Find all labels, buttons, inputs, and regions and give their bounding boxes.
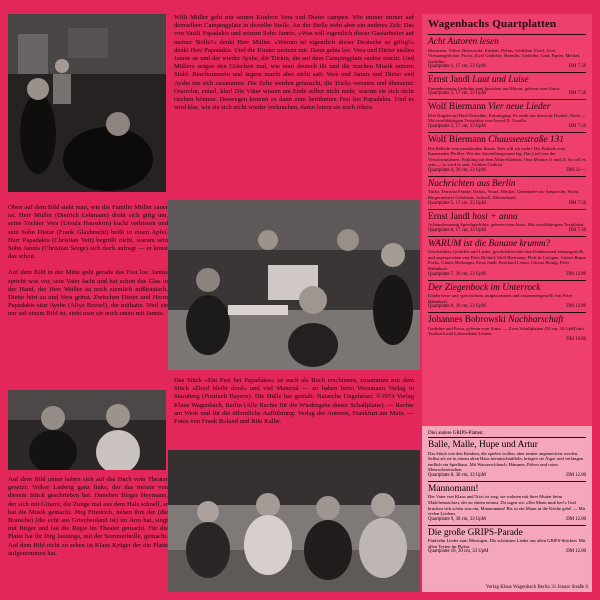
entry-title-text: hosi + anna [472,211,518,222]
entry-price: DM 7.50 [568,91,586,97]
caption-top-photo: Oben auf dem Bild sieht man, wie die Familie Müller sauer ist. Herr Müller (Dietrich Lehmann) droht sich gifig um, seine Tochter Vera (Ursula Hausdorn) kuckt verbissen und sein Sohn Dieter (Frank Glaubrecht) beißt in einen Apfel. Herr Papadakis (Christian Veit) begrüßt nicht, warum sein Sohn Jannis (Christian Sorge) sich doch aufregt — er konst das schon. [8,204,168,261]
entry-format-label: Quartplatte 4, 30 cm, 33 UpM [428,167,486,173]
entry-title-text: Nachbarschaft [508,315,564,326]
grips-format-label: Quartplatte 8, 30 cm, 33 UpM [428,472,486,478]
grips-title: Die große GRIPS-Parade [428,527,523,538]
entry-format [428,228,586,234]
bottom-caption-text [8,476,168,592]
grips-entry [428,481,586,523]
entry-format [428,272,586,278]
entry-title-text: Acht Autoren lesen [428,37,499,47]
entry-format-label: Quartplatte 6, 17 cm, 33 UpM [428,227,486,233]
grips-description: Der Vater von Klaus und Trixi ist weg, sie wohnen mit ihrer Mutter beim Mädchennachser, der zu einem nennst. Da sagen sie: »Ein Mann muß her!« Und brucken sich schön was ein, Mannomann! Bis so ein Mann in die Küche geht! — Mit vielen Liedern. [428,494,586,517]
entry-author: Ernst Jandl [428,75,473,86]
entry-title [428,179,586,190]
catalog-entry [428,209,586,234]
catalog-entry [428,236,586,278]
entry-title-text: Vier neue Lieder [488,102,551,113]
entry-description: Drei Kugeln auf Budi Dutschke. Ermutigung. Es senkt das deutsche Dunkel. Noch — Mit zweiblättrigem Textplakat von Arwed D. Gorella. [428,112,586,124]
grips-description: Das Stück von den Kindern, die spielen wollen, aber immer angemeckert werden. Selbst als sie in einem alten Haus herumschnüffeln, kriegen sie Ärger und verlangen endlich ein Spielhaus. Mit Wasserschlauch, Hämmer, Pülver und roten Meerschweinchen. [428,450,584,473]
grips-title: Balle, Malle, Hupe und Artur [428,440,538,450]
entry-title-text: Chausseestraße 131 [488,135,564,146]
entry-description: Kinderverse und -geschichten, aufgenommen und zusammengestellt von Peter Rühmkorf. [428,293,573,304]
catalog-entry [428,132,586,174]
entry-format-label: Quartplatte 7, 30 cm, 33 UpM [428,271,486,277]
middle-caption-text [8,204,168,384]
entry-description: Biermann, Villon, Bobrowski, Kästner, Delius, Gedichte. Fried, Zwei Vietnamgedichte, Fuchs, Zwei Gedichte. Hermlin, Gedichte, Lind, Papier, Meckel, Gedichte. [428,47,581,64]
entry-format-label: Quartplatte 2, 17 cm, 33 UpM [428,91,486,97]
entry-title-text: Der Ziegenbock im Unterrock [428,282,541,293]
entry-description: Einundzwanzig Gedichte zum Sprechen und Hören, gelesen vom Autor. [428,85,561,91]
entry-title [428,283,586,294]
grips-format-label: Quartplatte 9, 30 cm, 33 UpM [428,516,486,522]
publisher-footer: Verlag Klaus Wagenbach Berlin 31 Jenaer Straße 6 [485,585,588,590]
entry-description: Geschichten, Gedichte und Lieder, geschrieben oder den Kinderreund zeitausgestellt und angesprochen von Peter Bichsel, Wolf Biermann, Ploß de Cologne, Günter Bruno Fuchs, Günter Herburger, Ernst Jandl, Reinhard Lettau, Christa Reinig, Peter Rühmkorf. [428,249,587,271]
grips-format [428,549,586,555]
entry-title-text: Nachrichten aus Berlin [428,178,516,189]
entry-title-text: Laut und Luise [472,75,529,86]
entry-author: Wolf Biermann [428,135,489,146]
entry-title-text: WARUM ist die Banane krumm? [428,238,551,249]
entry-price: DM 7.50 [568,64,586,70]
grips-price: DM 12.80 [566,549,586,555]
entry-description: Türke, Terrorist Franke, Delius, Vosan, Meckel, Gemeinde-rats-Anspreche, Fuchs, Bürgermeister Gelobisne, Schnell, Zährentband. [428,189,580,201]
photo-band-roof [168,450,420,592]
grips-header: Drei andere GRIPS-Platten: [428,431,484,436]
entry-description: Die Ballade vom preußischen Ikarus. Was will ich mehr? Die Ballade vom Kameraden Pfeiffer. Wie der Ausstellungsraum lag. Das Lied von der Verschwundenen. Frühling auf dem Mont-Klamott. Oma Meume (1 und 2). So soll es sein — so wird es sein. Größtes Gedicht. [428,145,586,168]
catalog-entry [428,312,586,343]
entry-price: DM 22.— [566,167,586,173]
caption-middle-photo: Auf dem Bild in der Mitte geht gerade das Fest los: Jannis spricht was vor, sein Vater lacht und hat schon das Glas in der Hand, der Herr Müller ist noch ziemlich mißtrauisch, Dieter hört zu und Vera grinst. Zwischen Dieter und Herrn Papadakis sitzt Ayshe (Aliye Bozsel), die mithatte. Weil sie nur auf einem Bild ist, sieht man sie noch unten mit Jannis. [8,269,168,318]
entry-format [428,337,586,343]
catalog-entry [428,34,586,70]
photo-kids [8,390,166,470]
entry-format-label: Quartplatte 5, 17 cm, 33 UpM [428,200,486,206]
entry-format [428,304,586,310]
entry-author: Wolf Biermann [428,102,489,113]
catalog-entry [428,99,586,130]
photo-feast-middle [168,200,420,370]
entry-price: DM 7.50 [568,200,586,206]
photo-family-top [8,14,166,192]
catalog-entry [428,176,586,207]
entry-description: Gedichte und Prosa, gelesen vom Autor. — Zwei Schallplatten (30 cm, 33 UpM) mit Textbuch und Lebensdaten Leinen. [428,325,584,337]
grips-entry [428,437,586,479]
entry-price: DM 7.50 [568,124,586,130]
entry-price: DM 12.80 [566,304,586,310]
grips-format-label: Quartplatte 10, 30 cm, 33 UpM [428,549,489,555]
grips-description: Fünfzehn Lieder zum Mitsingen. Die schönsten Lieder aus allen GRIPS-Stücken. Mit allen Texten im Plakat. [428,538,586,549]
entry-format [428,168,586,174]
entry-format [428,124,586,130]
entry-format-label: Quartplatte 8, 30 cm, 33 UpM [428,304,486,310]
grips-entries [428,437,586,555]
grips-title: Mannomann! [428,483,479,494]
entry-title [428,135,586,146]
credits-paragraph: Das Stück »Ein Fest bei Papadakis« ist auch als Buch erschienen, zusammen mit dem Stück »Doof bleibt doof« und viel Material — zu haben beim Weismann Verlag in Starnberg (Postfach Bayern). Die Hülle hat gemalt: Natascha Ungeheuer. ©1974 Verlag Klaus Wagenbach, Berlin (Alle Rechte für die Wiedergabe dieser Schallplatte). — Rechte am Werk und für die öffentliche Aufführung: Verlag der Autoren, Frankfurt am Main. — Fotos von Frank Roland und Riki Kalbe. [174,377,414,426]
entry-author: Johannes Bobrowski [428,315,509,326]
grips-box [422,426,592,592]
entry-title [428,315,586,326]
entry-format-label: Quartplatte 3, 17 cm, 33 UpM [428,124,486,130]
entry-author: Ernst Jandl [428,211,473,222]
entry-price: DM 7.50 [568,227,586,233]
entry-price: DM 12.80 [566,271,586,277]
grips-format [428,517,586,523]
top-story-paragraph: Willi Müller geht mit seinen Kindern Vera und Dieter campen. Wie immer immer auf demselben Campingplatz in derselbe Stelle. An der Stelle steht aber ein anderes Zelt: Das von Vasili Papadakis und seinem Sohn Jannis. »Was will eigentlich dieser Gastarbeiter auf meiner Stelle?« denkt Herr Müller. »Warum ist eigentlich dieser Deutsche so giftig?« denkt Herr Papadakis. Und die Kinder motzen mit. Dann gehts los: Vera und Dieter stellen Jannis an und der wieder Ayshe, die Türkin, die auf dem Campingplatz sauber macht. Und Müllers zeigen den Griechen mal, wie man deutsch ißt und die machen Musik unterm Stuhl. Beschummeln und ärgern macht aber nicht satt: Vera und Jannis und Dieter und Ayshe tun sich zusammen. Die Zelte werden getauscht, die Tricks verraten und übersetzt: Ouorolur, entarl, klar! Die Väter wissen am Ende selber nicht mehr, warum sie sich nicht riechen können. Deswegen kommt es dann zum berühmten Fest bei Papadakis. Und es wird klar, wie sie sich nicht wieder verkrachen, damn leiern sie noch öfters. [174,14,414,112]
entry-description: Achtundzwanzig Sprechgedichte, gelesen vom Autor. Mit zweiblättrigem Textplakat. [428,222,585,228]
entry-title [428,239,586,250]
catalog-entry [428,72,586,97]
entry-format [428,64,586,70]
entry-format-label: Quartplatte 1, 17 cm, 33 UpM [428,64,486,70]
entry-price: DM 19.80 [566,336,586,342]
grips-format [428,473,586,479]
credits-text [174,377,414,449]
entry-format [428,201,586,207]
entry-title [428,212,586,223]
entry-title [428,75,586,86]
catalog-entry [428,280,586,311]
entry-title [428,37,586,48]
grips-price: DM 12.80 [566,472,586,478]
caption-bottom-photo: Auf dem Bild unten haben sich auf das Dach vom Theater gesetzt: Volker Ludwig ganz links, der das meiste von diesem Stück geschrieben hat. Daneben Birger Heymann, der sich mit Gitarre, die Zunge mal aus dem Hals schnell, er hat die Musik gemacht. Jörg Friedrich, neben ihm der (die Bratsche) (die echt aus Griechenland ist) im Arm hat, singt mit Birger und hat die Regie im Theater gemacht. Für die Platte hat ihr Jörg Jannings, mit der Sommerbrille, gemacht. Auf dem Bild nicht zu sehen ist Klaus Krüger der die Platte aufgenommen hat. [8,476,168,557]
grips-entry [428,525,586,556]
grips-price: DM 12.80 [566,516,586,522]
top-story-text [174,14,414,192]
catalog-entries [428,34,586,343]
entry-title [428,102,586,113]
entry-format [428,91,586,97]
catalog-header: Wagenbachs Quartplatten [428,18,557,30]
